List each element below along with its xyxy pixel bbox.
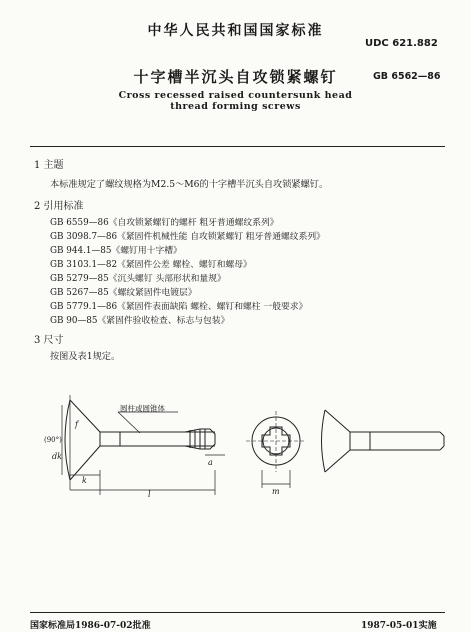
gb-number: GB 6562—86 — [373, 71, 441, 82]
reference-item: GB 3098.7—86《紧固件机械性能 自攻锁紧螺钉 粗牙普通螺纹系列》 — [50, 232, 325, 242]
dim-f-label: f — [75, 420, 78, 429]
dim-dk-label: dk — [52, 452, 62, 461]
reference-item: GB 5279—85《沉头螺钉 头部形状和量规》 — [50, 274, 226, 284]
dim-k-label: k — [82, 476, 87, 485]
right-head-arc — [322, 410, 326, 472]
section-1-heading: 1 主题 — [34, 160, 64, 171]
implementation-date: 1987-05-01实施 — [361, 621, 437, 631]
udc-number: UDC 621.882 — [365, 38, 438, 49]
reference-item: GB 6559—86《自攻锁紧螺钉的螺杆 粗牙普通螺纹系列》 — [50, 218, 279, 228]
head-profile — [70, 400, 100, 480]
section-3-text: 按图及表1规定。 — [50, 351, 121, 362]
dim-l-label: l — [148, 490, 151, 499]
dim-tol-label: (90°) — [44, 436, 62, 444]
dim-a-label: a — [208, 458, 213, 467]
reference-item: GB 3103.1—82《紧固件公差 螺栓、螺钉和螺母》 — [50, 260, 252, 270]
section-3-heading: 3 尺寸 — [34, 335, 64, 346]
approval-date: 国家标准局1986-07-02批准 — [30, 621, 151, 631]
head-arc — [65, 400, 70, 480]
reference-item: GB 5779.1—86《紧固件表面缺陷 螺栓、螺钉和螺柱 一般要求》 — [50, 302, 308, 312]
standard-title-en-line2: thread forming screws — [170, 101, 301, 112]
standard-title-en-line1: Cross recessed raised countersunk head — [118, 90, 353, 101]
reference-item: GB 90—85《紧固件验收检查、标志与包装》 — [50, 316, 230, 326]
national-standard-title: 中华人民共和国国家标准 — [147, 23, 324, 39]
section-2-heading: 2 引用标准 — [34, 201, 84, 212]
standard-title-cn: 十字槽半沉头自攻锁紧螺钉 — [133, 68, 338, 86]
reference-item: GB 944.1—85《螺钉用十字槽》 — [50, 246, 182, 256]
footer-divider — [30, 612, 445, 613]
section-1-text: 本标准规定了螺纹规格为M2.5～M6的十字槽半沉头自攻锁紧螺钉。 — [50, 179, 329, 190]
dim-m-label: m — [272, 487, 280, 496]
drawing-callout-label: 圆柱或圆锥体 — [120, 404, 165, 413]
reference-item: GB 5267—85《螺纹紧固件电镀层》 — [50, 288, 197, 298]
